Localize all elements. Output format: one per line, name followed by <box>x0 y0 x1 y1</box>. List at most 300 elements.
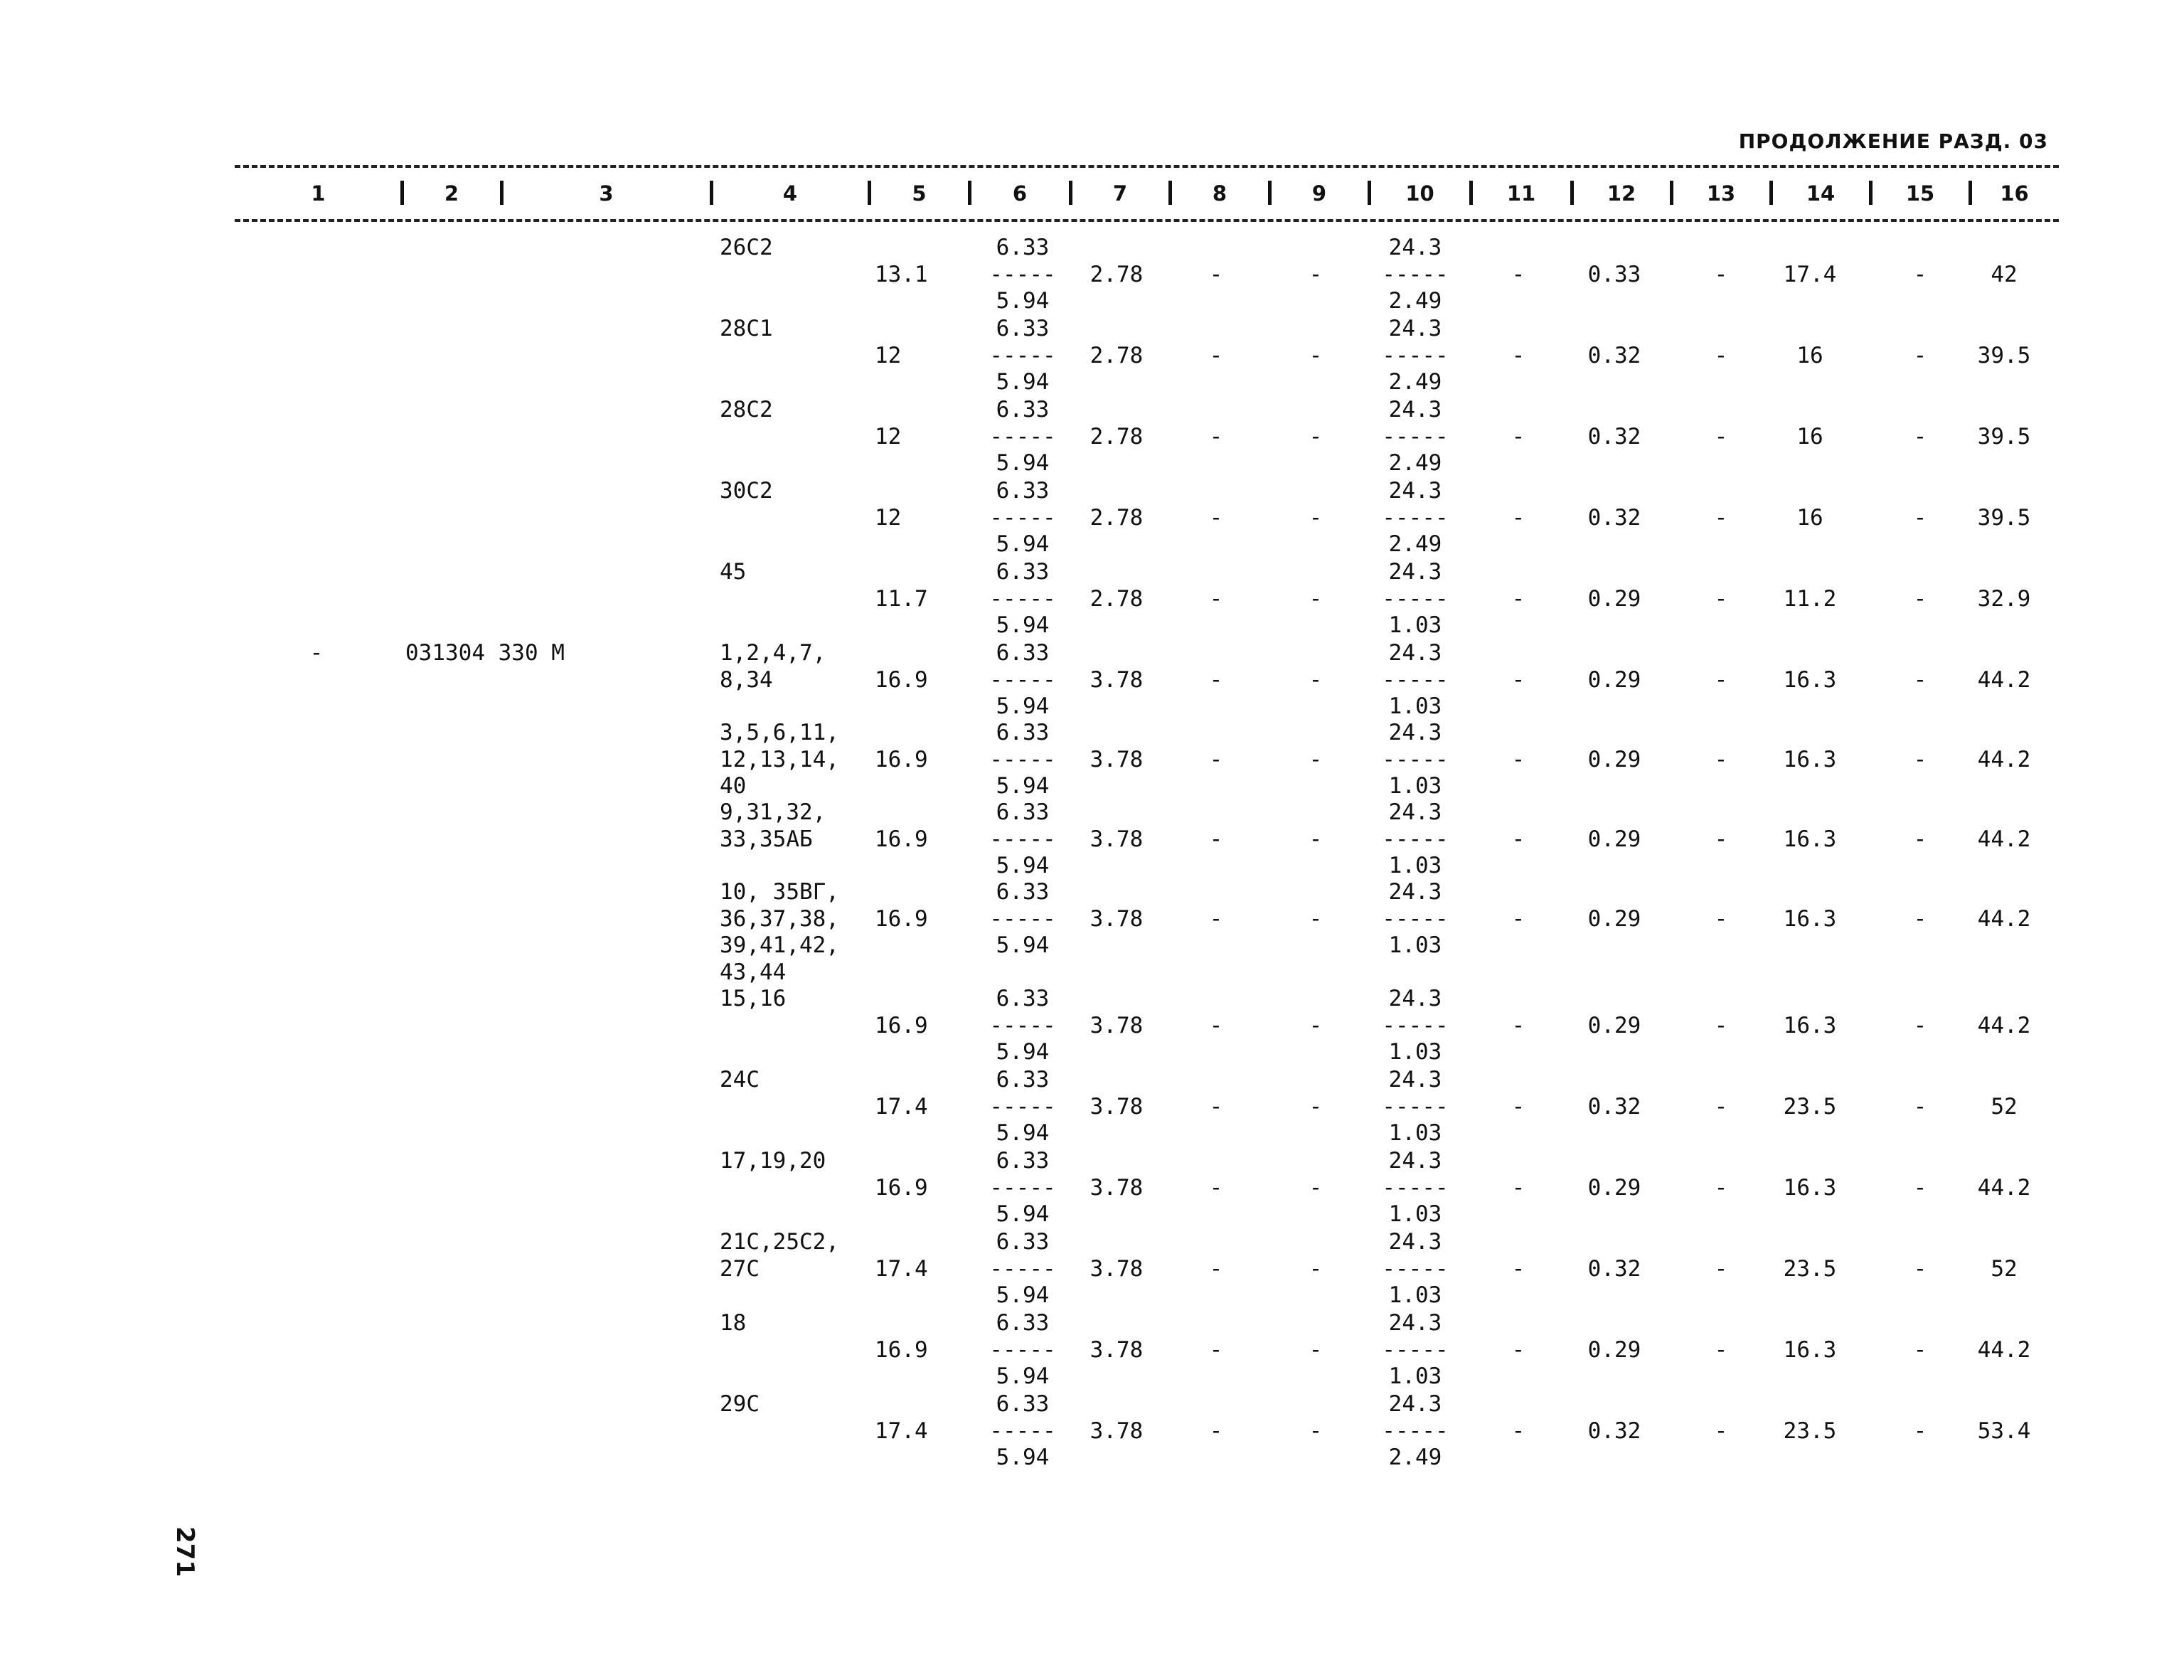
fraction-numerator: 24.3 <box>1388 1148 1442 1174</box>
fraction-bar: ----- <box>989 504 1056 531</box>
fraction-bar: ----- <box>1382 423 1449 450</box>
fraction-denominator: 5.94 <box>996 693 1050 719</box>
fraction-numerator: 24.3 <box>1388 478 1442 504</box>
row-c11: - <box>1511 1418 1525 1444</box>
fraction-numerator: 6.33 <box>996 720 1050 745</box>
row-designation: 21С,25С2, <box>720 1229 839 1255</box>
row-c12: 0.29 <box>1587 905 1641 932</box>
row-c11: - <box>1511 1255 1525 1282</box>
row-c15: - <box>1913 1255 1927 1282</box>
fraction-numerator: 24.3 <box>1388 799 1442 825</box>
row-c13: - <box>1714 423 1728 450</box>
column-separator <box>868 181 871 205</box>
row-designation: 17,19,20 <box>720 1148 826 1174</box>
row-c14: 16.3 <box>1783 1336 1837 1363</box>
row-c15: - <box>1913 1012 1927 1038</box>
column-header-6: 6 <box>1012 181 1028 206</box>
row-c8: - <box>1209 1255 1223 1282</box>
fraction-bar: ----- <box>989 585 1056 612</box>
row-designation: 30С2 <box>720 478 773 504</box>
fraction-numerator: 24.3 <box>1388 986 1442 1011</box>
fraction-numerator: 6.33 <box>996 1067 1050 1092</box>
row-col5: 17.4 <box>875 1255 928 1282</box>
row-c8: - <box>1209 1174 1223 1201</box>
column-separator <box>1969 181 1972 205</box>
row-c13: - <box>1714 826 1728 852</box>
fraction-bar: ----- <box>1382 1093 1449 1120</box>
fraction-numerator: 6.33 <box>996 1148 1050 1174</box>
fraction-denominator: 5.94 <box>996 1120 1050 1146</box>
row-c11: - <box>1511 1093 1525 1120</box>
row-c14: 16 <box>1796 342 1823 368</box>
row-designation: 45 <box>720 559 747 585</box>
fraction-bar: ----- <box>989 1174 1056 1201</box>
fraction-numerator: 6.33 <box>996 397 1050 422</box>
column-separator <box>500 181 504 205</box>
row-c9: - <box>1309 1012 1323 1038</box>
group-code: 031304 330 М <box>405 640 565 666</box>
fraction-bar: ----- <box>989 1418 1056 1444</box>
row-c14: 23.5 <box>1783 1093 1837 1120</box>
row-c9: - <box>1309 1093 1323 1120</box>
row-c12: 0.29 <box>1587 826 1641 852</box>
row-c13: - <box>1714 746 1728 772</box>
row-c15: - <box>1913 1174 1927 1201</box>
row-designation: 29С <box>720 1391 760 1417</box>
column-header-10: 10 <box>1405 181 1434 206</box>
column-separator <box>710 181 713 205</box>
row-c12: 0.32 <box>1587 342 1641 368</box>
column-separator <box>400 181 404 205</box>
row-c9: - <box>1309 666 1323 693</box>
column-header-16: 16 <box>2000 181 2029 206</box>
fraction-bar: ----- <box>989 905 1056 932</box>
fraction-bar: ----- <box>1382 504 1449 531</box>
row-c8: - <box>1209 585 1223 612</box>
row-col5: 12 <box>875 342 902 368</box>
row-c11: - <box>1511 1012 1525 1038</box>
row-c12: 0.29 <box>1587 585 1641 612</box>
column-separator <box>1368 181 1371 205</box>
row-c9: - <box>1309 905 1323 932</box>
column-header-14: 14 <box>1806 181 1836 206</box>
fraction-denominator: 1.03 <box>1388 1039 1442 1065</box>
row-c11: - <box>1511 1174 1525 1201</box>
row-c11: - <box>1511 826 1525 852</box>
row-c16: 53.4 <box>1977 1418 2031 1444</box>
row-c9: - <box>1309 1174 1323 1201</box>
row-c15: - <box>1913 666 1927 693</box>
section-title: ПРОДОЛЖЕНИЕ РАЗД. 03 <box>1738 129 2048 153</box>
row-designation: 28С2 <box>720 397 773 422</box>
row-c13: - <box>1714 504 1728 531</box>
row-c11: - <box>1511 504 1525 531</box>
column-separator <box>1570 181 1574 205</box>
row-c11: - <box>1511 261 1525 287</box>
fraction-bar: ----- <box>1382 585 1449 612</box>
row-c13: - <box>1714 1093 1728 1120</box>
row-c16: 52 <box>1991 1093 2018 1120</box>
fraction-denominator: 1.03 <box>1388 1363 1442 1389</box>
column-header-9: 9 <box>1311 181 1327 206</box>
fraction-denominator: 1.03 <box>1388 1120 1442 1146</box>
row-designation: 33,35АБ <box>720 826 813 852</box>
row-c14: 16.3 <box>1783 905 1837 932</box>
row-c7: 2.78 <box>1090 342 1144 368</box>
row-c8: - <box>1209 504 1223 531</box>
page-number: 271 <box>171 1526 199 1577</box>
row-designation: 9,31,32, <box>720 799 826 825</box>
column-header-5: 5 <box>912 181 927 206</box>
fraction-numerator: 24.3 <box>1388 235 1442 260</box>
table-top-rule <box>235 165 2059 168</box>
row-designation: 15,16 <box>720 986 787 1011</box>
fraction-denominator: 5.94 <box>996 1282 1050 1308</box>
fraction-bar: ----- <box>989 666 1056 693</box>
row-c15: - <box>1913 342 1927 368</box>
fraction-numerator: 6.33 <box>996 235 1050 260</box>
row-c12: 0.29 <box>1587 746 1641 772</box>
fraction-bar: ----- <box>1382 261 1449 287</box>
row-c8: - <box>1209 261 1223 287</box>
row-c7: 3.78 <box>1090 746 1144 772</box>
row-c7: 2.78 <box>1090 585 1144 612</box>
fraction-numerator: 24.3 <box>1388 720 1442 745</box>
row-c13: - <box>1714 342 1728 368</box>
row-designation: 12,13,14, <box>720 746 839 772</box>
fraction-numerator: 24.3 <box>1388 640 1442 666</box>
row-col5: 13.1 <box>875 261 928 287</box>
row-c16: 39.5 <box>1977 423 2031 450</box>
fraction-denominator: 1.03 <box>1388 612 1442 638</box>
row-c13: - <box>1714 261 1728 287</box>
row-c12: 0.29 <box>1587 666 1641 693</box>
row-c11: - <box>1511 905 1525 932</box>
fraction-denominator: 5.94 <box>996 369 1050 395</box>
fraction-numerator: 24.3 <box>1388 1067 1442 1092</box>
column-header-7: 7 <box>1112 181 1128 206</box>
fraction-denominator: 5.94 <box>996 1363 1050 1389</box>
row-c7: 2.78 <box>1090 261 1144 287</box>
row-designation: 36,37,38, <box>720 905 839 932</box>
column-header-4: 4 <box>782 181 798 206</box>
column-separator <box>1869 181 1873 205</box>
fraction-denominator: 5.94 <box>996 773 1050 799</box>
row-c16: 44.2 <box>1977 1174 2031 1201</box>
fraction-numerator: 24.3 <box>1388 559 1442 585</box>
row-c14: 17.4 <box>1783 261 1837 287</box>
fraction-numerator: 24.3 <box>1388 316 1442 341</box>
row-c7: 2.78 <box>1090 504 1144 531</box>
fraction-denominator: 1.03 <box>1388 932 1442 958</box>
row-col5: 12 <box>875 504 902 531</box>
column-separator <box>1469 181 1473 205</box>
table-header-rule <box>235 219 2059 222</box>
row-c15: - <box>1913 905 1927 932</box>
row-c15: - <box>1913 1093 1927 1120</box>
row-c11: - <box>1511 423 1525 450</box>
row-c11: - <box>1511 342 1525 368</box>
fraction-denominator: 5.94 <box>996 288 1050 314</box>
row-c9: - <box>1309 342 1323 368</box>
column-separator <box>1268 181 1272 205</box>
row-c14: 16.3 <box>1783 666 1837 693</box>
row-c16: 44.2 <box>1977 905 2031 932</box>
row-c12: 0.29 <box>1587 1012 1641 1038</box>
row-col5: 16.9 <box>875 1336 928 1363</box>
row-c15: - <box>1913 423 1927 450</box>
row-designation: 24С <box>720 1067 760 1092</box>
fraction-denominator: 5.94 <box>996 932 1050 958</box>
row-col5: 16.9 <box>875 905 928 932</box>
fraction-numerator: 6.33 <box>996 640 1050 666</box>
fraction-numerator: 6.33 <box>996 1391 1050 1417</box>
row-c9: - <box>1309 261 1323 287</box>
row-c16: 42 <box>1991 261 2018 287</box>
row-c12: 0.32 <box>1587 1093 1641 1120</box>
row-designation: 3,5,6,11, <box>720 720 839 745</box>
row-c13: - <box>1714 1255 1728 1282</box>
fraction-numerator: 24.3 <box>1388 879 1442 905</box>
row-c7: 3.78 <box>1090 1093 1144 1120</box>
fraction-denominator: 2.49 <box>1388 369 1442 395</box>
row-c8: - <box>1209 905 1223 932</box>
row-c15: - <box>1913 1418 1927 1444</box>
row-col5: 17.4 <box>875 1093 928 1120</box>
row-c7: 3.78 <box>1090 666 1144 693</box>
row-c12: 0.32 <box>1587 423 1641 450</box>
row-c15: - <box>1913 585 1927 612</box>
row-c14: 16 <box>1796 423 1823 450</box>
fraction-bar: ----- <box>989 1012 1056 1038</box>
row-c11: - <box>1511 585 1525 612</box>
row-c12: 0.32 <box>1587 1255 1641 1282</box>
row-c13: - <box>1714 666 1728 693</box>
row-c14: 16.3 <box>1783 826 1837 852</box>
row-col5: 16.9 <box>875 1012 928 1038</box>
fraction-bar: ----- <box>1382 1012 1449 1038</box>
row-c8: - <box>1209 423 1223 450</box>
fraction-bar: ----- <box>989 342 1056 368</box>
row-c9: - <box>1309 1255 1323 1282</box>
fraction-denominator: 1.03 <box>1388 853 1442 878</box>
fraction-numerator: 6.33 <box>996 478 1050 504</box>
fraction-numerator: 24.3 <box>1388 1310 1442 1336</box>
fraction-numerator: 6.33 <box>996 1229 1050 1255</box>
row-c7: 3.78 <box>1090 1012 1144 1038</box>
row-c16: 44.2 <box>1977 666 2031 693</box>
row-designation: 10, 35ВГ, <box>720 879 839 905</box>
row-designation: 40 <box>720 773 747 799</box>
row-c16: 44.2 <box>1977 826 2031 852</box>
row-c14: 16.3 <box>1783 1174 1837 1201</box>
fraction-numerator: 6.33 <box>996 559 1050 585</box>
row-col5: 16.9 <box>875 746 928 772</box>
row-c12: 0.32 <box>1587 1418 1641 1444</box>
fraction-denominator: 1.03 <box>1388 773 1442 799</box>
fraction-denominator: 1.03 <box>1388 1282 1442 1308</box>
fraction-bar: ----- <box>1382 342 1449 368</box>
column-header-8: 8 <box>1212 181 1227 206</box>
row-c16: 44.2 <box>1977 1012 2031 1038</box>
row-c12: 0.33 <box>1587 261 1641 287</box>
row-c16: 39.5 <box>1977 342 2031 368</box>
row-c8: - <box>1209 666 1223 693</box>
row-c12: 0.29 <box>1587 1336 1641 1363</box>
fraction-denominator: 5.94 <box>996 1201 1050 1227</box>
row-c9: - <box>1309 504 1323 531</box>
column-header-15: 15 <box>1905 181 1935 206</box>
row-c12: 0.29 <box>1587 1174 1641 1201</box>
row-designation: 27С <box>720 1255 760 1282</box>
row-c16: 32.9 <box>1977 585 2031 612</box>
row-col5: 12 <box>875 423 902 450</box>
fraction-numerator: 6.33 <box>996 879 1050 905</box>
row-c8: - <box>1209 1093 1223 1120</box>
fraction-denominator: 5.94 <box>996 612 1050 638</box>
fraction-denominator: 5.94 <box>996 450 1050 476</box>
row-c8: - <box>1209 1012 1223 1038</box>
fraction-denominator: 1.03 <box>1388 693 1442 719</box>
row-c15: - <box>1913 504 1927 531</box>
fraction-numerator: 24.3 <box>1388 1391 1442 1417</box>
fraction-denominator: 2.49 <box>1388 531 1442 557</box>
row-c13: - <box>1714 905 1728 932</box>
row-col5: 16.9 <box>875 666 928 693</box>
row-c16: 44.2 <box>1977 1336 2031 1363</box>
column-separator <box>1168 181 1172 205</box>
column-separator <box>968 181 971 205</box>
fraction-bar: ----- <box>1382 1336 1449 1363</box>
fraction-denominator: 2.49 <box>1388 450 1442 476</box>
row-c7: 3.78 <box>1090 826 1144 852</box>
row-c13: - <box>1714 1012 1728 1038</box>
row-c9: - <box>1309 585 1323 612</box>
row-c7: 2.78 <box>1090 423 1144 450</box>
row-c11: - <box>1511 666 1525 693</box>
row-c8: - <box>1209 746 1223 772</box>
row-c11: - <box>1511 746 1525 772</box>
row-c9: - <box>1309 826 1323 852</box>
row-c9: - <box>1309 1418 1323 1444</box>
fraction-bar: ----- <box>989 1093 1056 1120</box>
column-header-1: 1 <box>311 181 326 206</box>
row-c15: - <box>1913 746 1927 772</box>
row-c12: 0.32 <box>1587 504 1641 531</box>
fraction-bar: ----- <box>1382 746 1449 772</box>
fraction-bar: ----- <box>1382 826 1449 852</box>
row-c9: - <box>1309 746 1323 772</box>
row-c9: - <box>1309 1336 1323 1363</box>
column-header-13: 13 <box>1706 181 1736 206</box>
fraction-bar: ----- <box>989 826 1056 852</box>
row-c11: - <box>1511 1336 1525 1363</box>
row-c16: 52 <box>1991 1255 2018 1282</box>
fraction-denominator: 5.94 <box>996 1039 1050 1065</box>
fraction-numerator: 6.33 <box>996 799 1050 825</box>
row-c13: - <box>1714 585 1728 612</box>
fraction-bar: ----- <box>989 1336 1056 1363</box>
fraction-denominator: 1.03 <box>1388 1201 1442 1227</box>
row-c8: - <box>1209 1336 1223 1363</box>
fraction-bar: ----- <box>1382 1418 1449 1444</box>
row-col5: 17.4 <box>875 1418 928 1444</box>
fraction-bar: ----- <box>989 1255 1056 1282</box>
row-c14: 23.5 <box>1783 1255 1837 1282</box>
fraction-numerator: 6.33 <box>996 986 1050 1011</box>
row-designation: 8,34 <box>720 666 773 693</box>
fraction-bar: ----- <box>1382 666 1449 693</box>
row-c8: - <box>1209 826 1223 852</box>
fraction-bar: ----- <box>989 746 1056 772</box>
row-col5: 11.7 <box>875 585 928 612</box>
fraction-numerator: 6.33 <box>996 316 1050 341</box>
column-separator <box>1670 181 1673 205</box>
fraction-denominator: 5.94 <box>996 531 1050 557</box>
row-c14: 16.3 <box>1783 746 1837 772</box>
row-c8: - <box>1209 342 1223 368</box>
fraction-denominator: 2.49 <box>1388 1445 1442 1470</box>
row-c15: - <box>1913 1336 1927 1363</box>
row-c13: - <box>1714 1174 1728 1201</box>
row-designation: 1,2,4,7, <box>720 640 826 666</box>
row-c7: 3.78 <box>1090 1336 1144 1363</box>
fraction-bar: ----- <box>1382 1255 1449 1282</box>
fraction-denominator: 2.49 <box>1388 288 1442 314</box>
row-designation: 18 <box>720 1310 747 1336</box>
row-c7: 3.78 <box>1090 1418 1144 1444</box>
row-col5: 16.9 <box>875 1174 928 1201</box>
row-c14: 23.5 <box>1783 1418 1837 1444</box>
fraction-bar: ----- <box>1382 905 1449 932</box>
row-c15: - <box>1913 826 1927 852</box>
fraction-denominator: 5.94 <box>996 1445 1050 1470</box>
column-header-12: 12 <box>1607 181 1636 206</box>
group-col1-value: - <box>309 640 324 666</box>
row-designation: 39,41,42, <box>720 932 839 958</box>
fraction-bar: ----- <box>989 261 1056 287</box>
row-c16: 44.2 <box>1977 746 2031 772</box>
fraction-numerator: 24.3 <box>1388 1229 1442 1255</box>
fraction-bar: ----- <box>1382 1174 1449 1201</box>
fraction-numerator: 24.3 <box>1388 397 1442 422</box>
row-c14: 11.2 <box>1783 585 1837 612</box>
column-header-11: 11 <box>1506 181 1536 206</box>
row-c8: - <box>1209 1418 1223 1444</box>
row-c16: 39.5 <box>1977 504 2031 531</box>
row-c7: 3.78 <box>1090 1174 1144 1201</box>
row-c7: 3.78 <box>1090 1255 1144 1282</box>
row-c14: 16 <box>1796 504 1823 531</box>
row-designation: 26С2 <box>720 235 773 260</box>
column-separator <box>1069 181 1072 205</box>
row-designation: 43,44 <box>720 959 787 985</box>
row-designation: 28С1 <box>720 316 773 341</box>
column-separator <box>1769 181 1773 205</box>
row-col5: 16.9 <box>875 826 928 852</box>
fraction-bar: ----- <box>989 423 1056 450</box>
fraction-denominator: 5.94 <box>996 853 1050 878</box>
row-c13: - <box>1714 1336 1728 1363</box>
row-c9: - <box>1309 423 1323 450</box>
fraction-numerator: 6.33 <box>996 1310 1050 1336</box>
row-c13: - <box>1714 1418 1728 1444</box>
column-header-2: 2 <box>444 181 459 206</box>
column-header-3: 3 <box>599 181 614 206</box>
row-c15: - <box>1913 261 1927 287</box>
row-c14: 16.3 <box>1783 1012 1837 1038</box>
row-c7: 3.78 <box>1090 905 1144 932</box>
